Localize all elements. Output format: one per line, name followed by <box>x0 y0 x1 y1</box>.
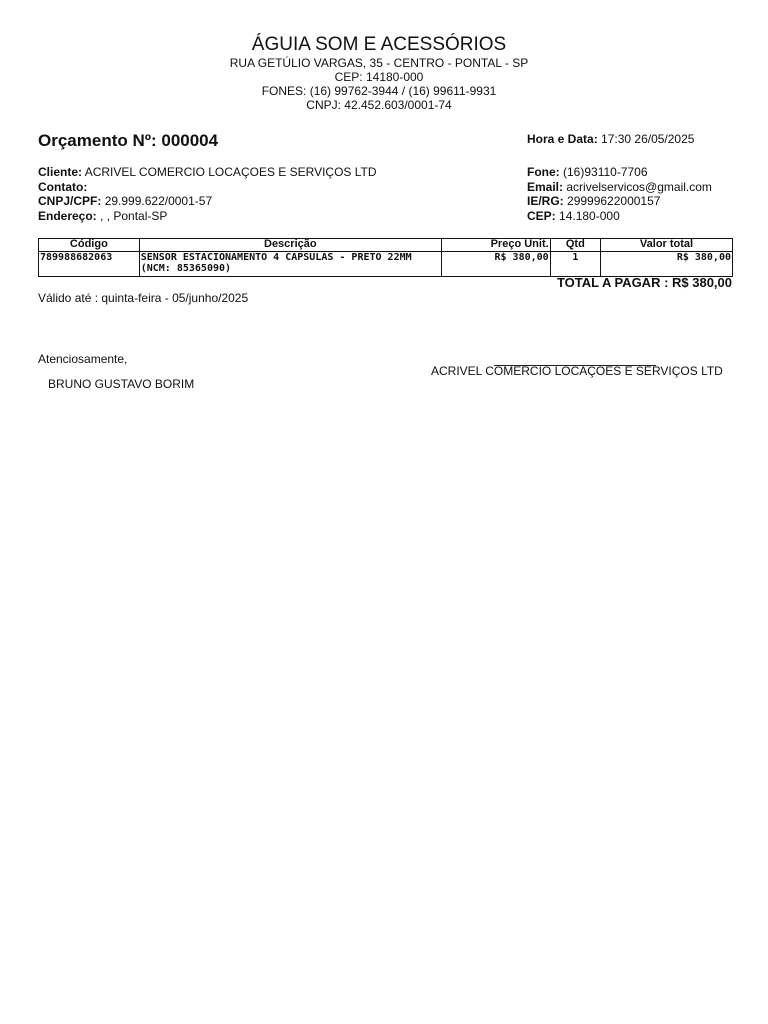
total-to-pay: TOTAL A PAGAR : R$ 380,00 <box>556 275 732 290</box>
client-cep: 14.180-000 <box>559 209 620 223</box>
client-contact-row <box>38 180 87 195</box>
client-doc-row <box>38 194 212 209</box>
budget-title-label: Orçamento Nº: <box>38 131 157 150</box>
budget-title <box>38 131 218 151</box>
client-name-row <box>38 165 377 180</box>
company-name: ÁGUIA SOM E ACESSÓRIOS <box>251 34 507 55</box>
item-description: SENSOR ESTACIONAMENTO 4 CAPSULAS - PRETO 22MM (NCM: 85365090) <box>139 252 441 277</box>
item-total: R$ 380,00 <box>601 252 733 277</box>
item-unit-price: R$ 380,00 <box>441 252 550 277</box>
item-qty: 1 <box>550 252 600 277</box>
budget-datetime <box>527 132 694 146</box>
client-email: acrivelservicos@gmail.com <box>566 180 712 194</box>
header-total: Valor total <box>601 239 733 252</box>
table-row <box>39 252 733 277</box>
client-phone-row <box>527 165 648 180</box>
client-doc-label: CNPJ/CPF: <box>38 194 102 208</box>
company-cep: CEP: 14180-000 <box>334 70 424 84</box>
client-name: ACRIVEL COMERCIO LOCAÇOES E SERVIÇOS LTD <box>84 165 377 179</box>
client-address-row <box>38 209 167 224</box>
client-ie: 29999622000157 <box>567 194 661 208</box>
client-email-label: Email: <box>527 180 564 194</box>
company-cnpj: CNPJ: 42.452.603/0001-74 <box>306 98 452 112</box>
client-name-label: Cliente: <box>38 165 83 179</box>
header-unit-price: Preço Unit. <box>441 239 550 252</box>
header-description: Descrição <box>139 239 441 252</box>
company-phones: FONES: (16) 99762-3944 / (16) 99611-9931 <box>261 84 497 98</box>
client-email-row <box>527 180 712 195</box>
client-address: , , Pontal-SP <box>100 209 168 223</box>
items-table <box>38 238 733 277</box>
client-doc: 29.999.622/0001-57 <box>104 194 213 208</box>
closing-greeting: Atenciosamente, <box>38 352 128 366</box>
client-contact-label: Contato: <box>38 180 88 194</box>
client-phone: (16)93110-7706 <box>563 165 648 179</box>
client-phone-label: Fone: <box>527 165 560 179</box>
header-qty: Qtd <box>550 239 600 252</box>
client-signature-name: ACRIVEL COMERCIO LOCAÇOES E SERVIÇOS LTD <box>431 364 723 378</box>
item-code: 789988682063 <box>39 252 140 277</box>
client-ie-row <box>527 194 660 209</box>
company-header <box>0 34 768 112</box>
seller-name: BRUNO GUSTAVO BORIM <box>48 377 195 391</box>
datetime-value: 17:30 26/05/2025 <box>601 132 695 146</box>
validity-date: Válido até : quinta-feira - 05/junho/2025 <box>38 291 249 305</box>
company-address: RUA GETÚLIO VARGAS, 35 - CENTRO - PONTAL - SP <box>229 56 529 70</box>
budget-number: 000004 <box>161 131 219 150</box>
header-code: Código <box>39 239 140 252</box>
client-address-label: Endereço: <box>38 209 97 223</box>
client-ie-label: IE/RG: <box>527 194 564 208</box>
table-header-row <box>39 239 733 252</box>
datetime-label: Hora e Data: <box>527 132 598 146</box>
client-cep-row <box>527 209 620 224</box>
client-cep-label: CEP: <box>527 209 556 223</box>
